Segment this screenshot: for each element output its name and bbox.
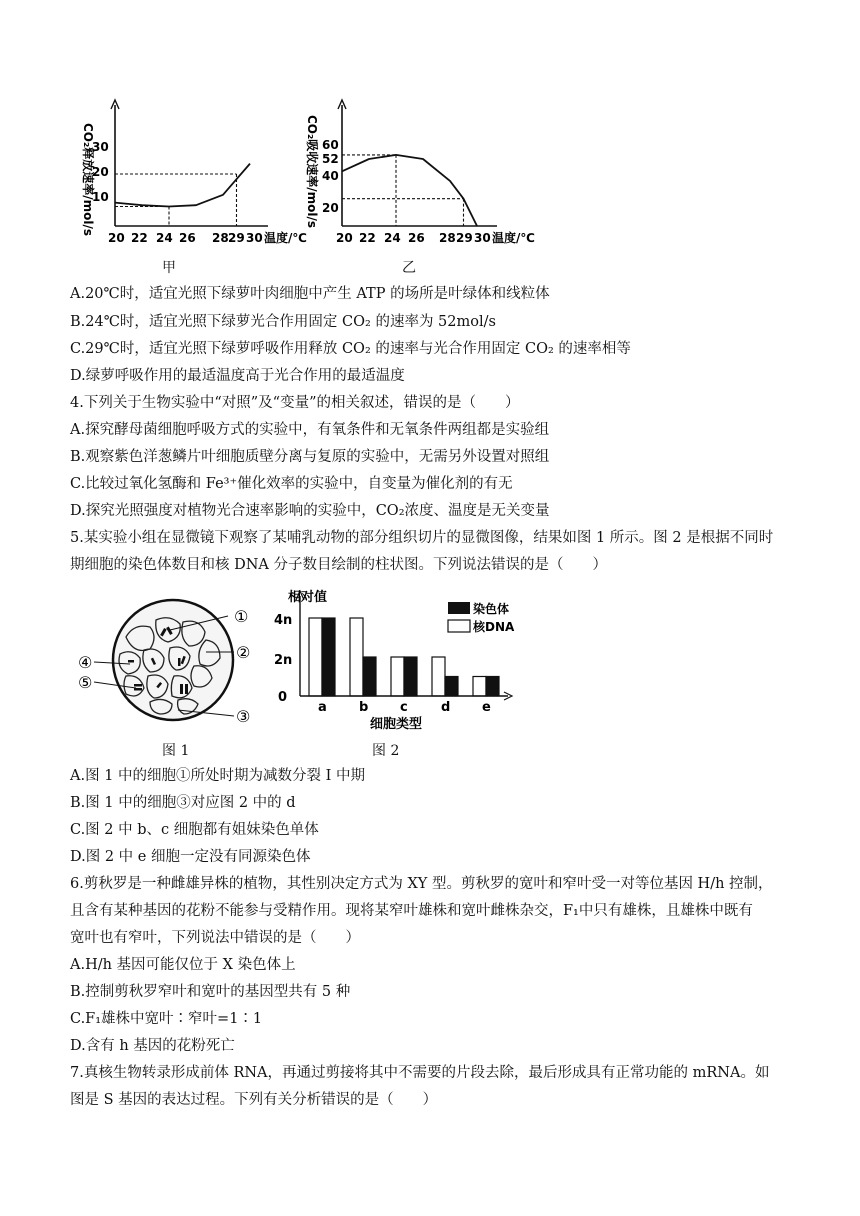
fig2-ylabel: 相对值 (288, 590, 328, 605)
bar-dna (473, 677, 486, 697)
jia-xtick: 20 (108, 231, 125, 245)
fig1-label: ① (234, 607, 249, 626)
yi-ylabel: CO₂吸收速率/mol/s (305, 115, 319, 229)
jia-ytick: 10 (92, 190, 109, 204)
q5-option-c: C.图 2 中 b、c 细胞都有姐妹染色单体 (70, 822, 319, 838)
figure-yi-caption: 乙 (402, 260, 416, 276)
bar-dna (432, 657, 445, 696)
yi-xtick: 24 (384, 231, 401, 245)
jia-xtick: 26 (179, 231, 196, 245)
series-line (342, 155, 477, 226)
yi-ytick: 60 (322, 138, 339, 152)
jia-xtick: 24 (156, 231, 173, 245)
jia-ytick: 20 (92, 165, 109, 179)
q7-stem-line2: 图是 S 基因的表达过程。下列有关分析错误的是（ ） (70, 1092, 438, 1108)
yi-xtick: 26 (408, 231, 425, 245)
jia-xtick: 30 (246, 231, 263, 245)
jia-xtick: 22 (131, 231, 148, 245)
q3-option-c: C.29℃时，适宜光照下绿萝呼吸作用释放 CO₂ 的速率与光合作用固定 CO₂ 的速率相等 (70, 341, 631, 357)
legend-chrom-label: 染色体 (473, 602, 510, 616)
legend-dna-label: 核DNA (473, 620, 515, 634)
figure-yi-chart (302, 95, 535, 255)
jia-xtick: 29 (228, 231, 245, 245)
fig1-label: ② (236, 643, 251, 662)
yi-xtick: 28 (439, 231, 456, 245)
yi-ytick: 52 (322, 152, 339, 166)
bar-category-label: a (318, 700, 327, 715)
bar-chromosome (486, 677, 499, 697)
figure-jia-chart (78, 95, 307, 255)
yi-xlabel: 温度/℃ (492, 231, 535, 245)
bar-dna (350, 618, 363, 696)
q6-stem-line3: 宽叶也有窄叶，下列说法中错误的是（ ） (70, 930, 360, 946)
q3-option-d: D.绿萝呼吸作用的最适温度高于光合作用的最适温度 (70, 368, 405, 384)
q4-option-b: B.观察紫色洋葱鳞片叶细胞质壁分离与复原的实验中，无需另外设置对照组 (70, 449, 550, 465)
bar-chromosome (363, 657, 376, 696)
jia-ylabel: CO₂释放速率/mol/s (81, 123, 95, 237)
jia-ytick: 30 (92, 140, 109, 154)
bar-chromosome (404, 657, 417, 696)
yi-xtick: 22 (359, 231, 376, 245)
q5-stem-line1: 5.某实验小组在显微镜下观察了某哺乳动物的部分组织切片的显微图像，结果如图 1 所示。图 2 是根据不同时 (70, 530, 774, 546)
fig2-xlabel: 细胞类型 (370, 717, 423, 732)
q4-option-c: C.比较过氧化氢酶和 Fe³⁺催化效率的实验中，自变量为催化剂的有无 (70, 476, 513, 492)
yi-ytick: 40 (322, 169, 339, 183)
bar-dna (391, 657, 404, 696)
fig2-ytick: 4n (274, 613, 293, 628)
figure-2-bar-chart (268, 588, 538, 733)
fig2-ytick: 2n (274, 653, 293, 668)
figure-1-micrograph (78, 592, 278, 732)
q6-stem-line2: 且含有某种基因的花粉不能参与受精作用。现将某窄叶雄株和宽叶雌株杂交，F₁中只有雄株，且雄株中既有 (70, 903, 753, 919)
q6-stem-line1: 6.剪秋罗是一种雌雄异株的植物，其性别决定方式为 XY 型。剪秋罗的宽叶和窄叶受一对等位基因 H/h 控制， (70, 876, 773, 892)
q5-option-b: B.图 1 中的细胞③对应图 2 中的 d (70, 795, 296, 811)
q4-stem: 4.下列关于生物实验中“对照”及“变量”的相关叙述，错误的是（ ） (70, 395, 520, 411)
jia-xtick: 28 (212, 231, 229, 245)
q3-option-b: B.24℃时，适宜光照下绿萝光合作用固定 CO₂ 的速率为 52mol/s (70, 314, 496, 330)
bar-category-label: e (482, 700, 491, 715)
bar-category-label: c (400, 700, 408, 715)
legend-chrom-swatch (448, 602, 470, 614)
figure-1-caption: 图 1 (162, 743, 190, 759)
bar-category-label: d (441, 700, 451, 715)
fig1-label: ⑤ (78, 673, 93, 692)
figure-jia-caption: 甲 (162, 260, 176, 276)
q4-option-d: D.探究光照强度对植物光合速率影响的实验中，CO₂浓度、温度是无关变量 (70, 503, 550, 519)
yi-ytick: 20 (322, 201, 339, 215)
q3-option-a: A.20℃时，适宜光照下绿萝叶肉细胞中产生 ATP 的场所是叶绿体和线粒体 (70, 286, 550, 302)
q7-stem-line1: 7.真核生物转录形成前体 RNA，再通过剪接将其中不需要的片段去除，最后形成具有正常功能的 mRNA。如 (70, 1065, 770, 1081)
bar-chromosome (445, 677, 458, 697)
yi-xtick: 20 (336, 231, 353, 245)
q4-option-a: A.探究酵母菌细胞呼吸方式的实验中，有氧条件和无氧条件两组都是实验组 (70, 422, 550, 438)
yi-xtick: 29 (456, 231, 473, 245)
series-line (115, 164, 250, 207)
q5-option-a: A.图 1 中的细胞①所处时期为减数分裂 I 中期 (70, 768, 365, 784)
q5-stem-line2: 期细胞的染色体数目和核 DNA 分子数目绘制的柱状图。下列说法错误的是（ ） (70, 557, 607, 573)
q6-option-a: A.H/h 基因可能仅位于 X 染色体上 (70, 957, 296, 973)
bar-category-label: b (359, 700, 369, 715)
fig1-label: ④ (78, 653, 93, 672)
yi-xtick: 30 (474, 231, 491, 245)
q6-option-c: C.F₁雄株中宽叶∶窄叶=1∶1 (70, 1011, 263, 1027)
bar-chromosome (322, 618, 335, 696)
fig1-label: ③ (236, 707, 251, 726)
figure-2-caption: 图 2 (372, 743, 400, 759)
fig2-ytick: 0 (278, 690, 288, 705)
jia-xlabel: 温度/℃ (264, 231, 307, 245)
q5-option-d: D.图 2 中 e 细胞一定没有同源染色体 (70, 849, 311, 865)
legend-dna-swatch (448, 620, 470, 632)
q6-option-d: D.含有 h 基因的花粉死亡 (70, 1038, 235, 1054)
bar-dna (309, 618, 322, 696)
q6-option-b: B.控制剪秋罗窄叶和宽叶的基因型共有 5 种 (70, 984, 351, 1000)
